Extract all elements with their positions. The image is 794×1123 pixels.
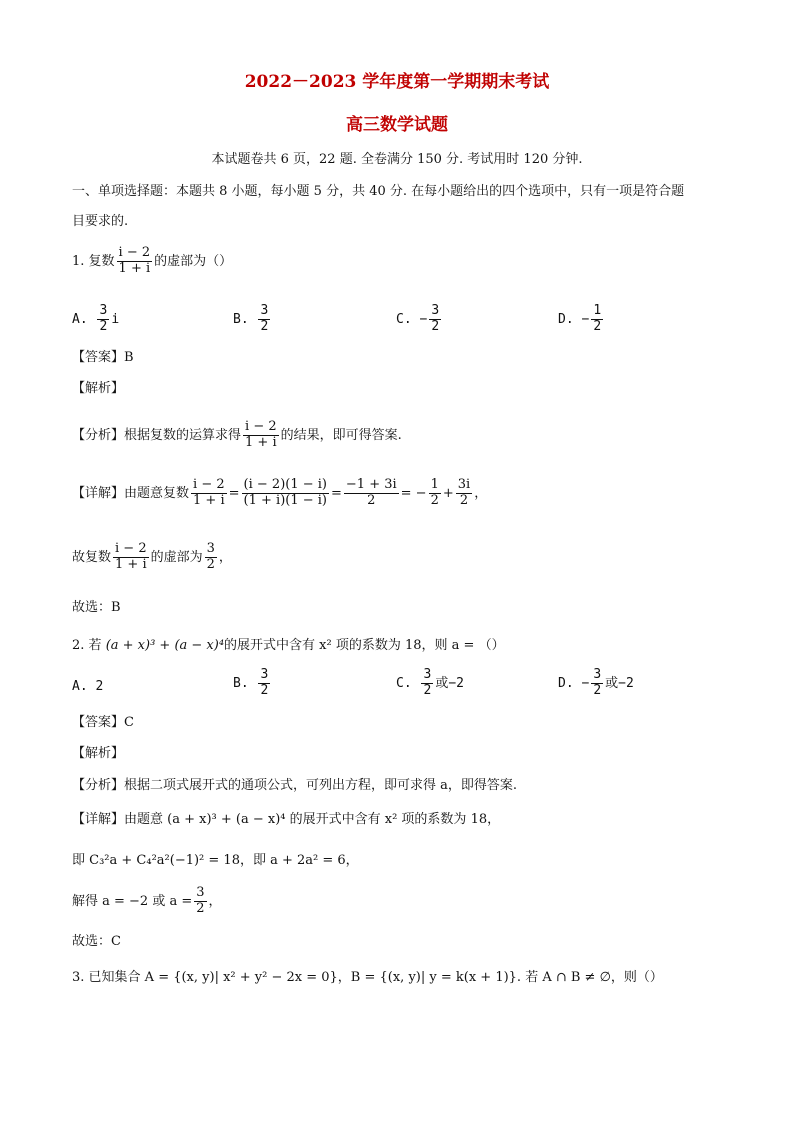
question-3: 3. 已知集合 A = {(x, y)| x² + y² − 2x = 0}，B = {(x, y)| y = k(x + 1)}. 若 A ∩ B ≠ ∅，则（）: [72, 970, 663, 985]
frac-num: i − 2: [245, 419, 277, 434]
answer-tag: 【答案】: [72, 715, 125, 730]
xiangjie-tag: 【详解】: [72, 812, 125, 827]
q1-frac-den: 1 + i: [118, 260, 151, 276]
option-label: D.: [558, 311, 574, 327]
option-text: 2: [95, 679, 104, 694]
q1-conclusion: 故复数 $\frac{i - 2}{1 + i}$ 的虚部为 $\frac{3}{2}$ ，: [72, 541, 232, 572]
q2-option-a: [72, 679, 103, 695]
frac-den: 2: [206, 556, 215, 572]
frac-num: 3: [99, 303, 108, 318]
q2-line2: 即 C₃²a + C₄²a²(−1)² = 18，即 a + 2a² = 6，: [72, 853, 359, 868]
frac-den: 2: [430, 492, 439, 508]
option-fraction: [421, 668, 433, 699]
frac-den: 2: [431, 318, 440, 334]
q2-fenxi: [72, 778, 517, 794]
line3-pre: 解得 a = −2 或 a =: [72, 893, 193, 909]
conclusion-pre: 故复数: [72, 549, 112, 565]
frac-den: 2: [99, 318, 108, 334]
frac-den: 2: [196, 900, 205, 916]
frac-den: 1 + i: [115, 556, 147, 572]
option-label: B.: [233, 675, 249, 691]
frac-num: 1: [430, 477, 439, 492]
q1-choose: 故选：B: [72, 600, 121, 615]
option-label: B.: [233, 311, 249, 327]
option-sign: −: [419, 311, 428, 327]
option-fraction: [258, 668, 270, 699]
option-label: D.: [558, 675, 574, 691]
xiangjie-tag: 【详解】: [72, 485, 125, 501]
frac-num: 3i: [457, 477, 471, 492]
frac-num: (i − 2)(1 − i): [243, 477, 327, 492]
fenxi-text: 根据复数的运算求得: [124, 427, 242, 443]
question-1: [72, 246, 232, 277]
frac-num: 3: [593, 667, 602, 682]
frac-num: 3: [260, 303, 269, 318]
frac-den: 2: [260, 318, 269, 334]
q2-xiangjie: [72, 812, 500, 828]
q2-option-b: [233, 668, 272, 699]
frac-num: i − 2: [115, 541, 147, 556]
option-fraction: [97, 304, 109, 335]
fenxi-text-post: 的结果，即可得答案.: [280, 427, 402, 443]
q2-line3: [72, 886, 222, 917]
frac-num: −1 + 3i: [345, 477, 397, 492]
q1-prefix: 1. 复数: [72, 253, 115, 269]
q2-expression: (a + x)³ + (a − x)⁴: [105, 638, 225, 653]
frac-num: 3: [196, 885, 205, 900]
frac-num: 3: [423, 667, 432, 682]
frac-num: i − 2: [193, 477, 225, 492]
section-heading-cont: 目要求的.: [72, 214, 129, 229]
option-sign: −: [581, 675, 590, 691]
conclusion-value: [205, 542, 217, 573]
q1-option-b: [233, 304, 272, 335]
frac-den: (1 + i)(1 − i): [243, 492, 327, 508]
option-tail: 或−2: [605, 675, 634, 691]
xj-frac-1: [242, 478, 329, 509]
conclusion-frac: [113, 542, 149, 573]
q2-suffix: 的展开式中含有 x² 项的系数为 18，则 a = （）: [224, 638, 505, 653]
answer-value: B: [124, 350, 134, 365]
xiangjie-text: 由题意 (a + x)³ + (a − x)⁴ 的展开式中含有 x² 项的系数为 18，: [124, 812, 501, 827]
q2-prefix: 2. 若: [72, 638, 102, 653]
option-fraction: [591, 668, 603, 699]
xj-frac-4: [456, 478, 472, 509]
xj-frac-0: [191, 478, 227, 509]
option-label: C.: [396, 311, 412, 327]
xj-frac-3: [429, 478, 441, 509]
frac-den: 2: [459, 492, 469, 508]
exam-instructions: 本试题卷共 6 页，22 题. 全卷满分 150 分. 考试用时 120 分钟.: [211, 152, 583, 167]
frac-den: 1 + i: [193, 492, 225, 508]
frac-den: 2: [593, 318, 602, 334]
option-label: C.: [396, 675, 412, 691]
exam-subtitle: 高三数学试题: [346, 115, 448, 135]
q1-option-c: [396, 304, 443, 335]
q1-xiangjie: 【详解】由题意复数 $\frac{i - 2}{1 + i}$ = $\frac{(i - 2)(1 - i)}{(1 + i)(1 - i)}$ = $\frac{-1 + 3i}{2}$ = − $\frac{1}{2}$ + $\frac{3i}{2}$ ，: [72, 477, 488, 508]
frac-den: 1 + i: [245, 434, 277, 450]
option-fraction: [591, 304, 603, 335]
question-2: [72, 638, 505, 654]
conclusion-mid: 的虚部为: [150, 549, 203, 565]
option-tail: i: [111, 311, 120, 327]
q1-option-d: [558, 304, 605, 335]
q2-choose: 故选：C: [72, 934, 121, 949]
q2-option-c: [396, 668, 464, 699]
q2-analysis-tag: 【解析】: [72, 746, 125, 761]
option-label: A.: [72, 679, 88, 694]
q1-fraction: [117, 246, 153, 277]
option-sign: −: [581, 311, 590, 327]
q2-answer: [72, 715, 134, 731]
q1-answer: [72, 350, 134, 366]
q1-frac-num: i − 2: [118, 245, 151, 260]
frac-num: 3: [206, 541, 215, 556]
q1-analysis-tag: 【解析】: [72, 381, 125, 396]
frac-den: 2: [260, 682, 269, 698]
exam-title: 2022－2023 学年度第一学期期末考试: [244, 72, 550, 92]
option-tail: 或−2: [435, 675, 464, 691]
q1-suffix: 的虚部为（）: [154, 253, 233, 269]
frac-num: 3: [260, 667, 269, 682]
line3-frac: [194, 886, 206, 917]
frac-den: 2: [593, 682, 602, 698]
xj-frac-2: [344, 478, 399, 509]
option-fraction: [429, 304, 441, 335]
option-fraction: [258, 304, 270, 335]
q2-option-d: [558, 668, 634, 699]
frac-num: 3: [431, 303, 440, 318]
xiangjie-text: 由题意复数: [124, 485, 190, 501]
fenxi-fraction: [243, 420, 279, 451]
frac-den: 2: [367, 492, 376, 508]
option-label: A.: [72, 311, 88, 327]
frac-den: 2: [423, 682, 432, 698]
frac-num: 1: [593, 303, 602, 318]
line3-post: ，: [208, 893, 222, 909]
fenxi-tag: 【分析】: [72, 427, 125, 443]
section-heading: 一、单项选择题：本题共 8 小题，每小题 5 分，共 40 分. 在每小题给出的四个选项中，只有一项是符合题: [72, 184, 685, 199]
answer-value: C: [124, 715, 134, 730]
answer-tag: 【答案】: [72, 350, 125, 365]
q1-option-a: [72, 304, 119, 335]
q1-fenxi: [72, 420, 402, 451]
fenxi-tag: 【分析】: [72, 778, 125, 793]
fenxi-text: 根据二项式展开式的通项公式，可列出方程，即可求得 a，即得答案.: [124, 778, 518, 793]
